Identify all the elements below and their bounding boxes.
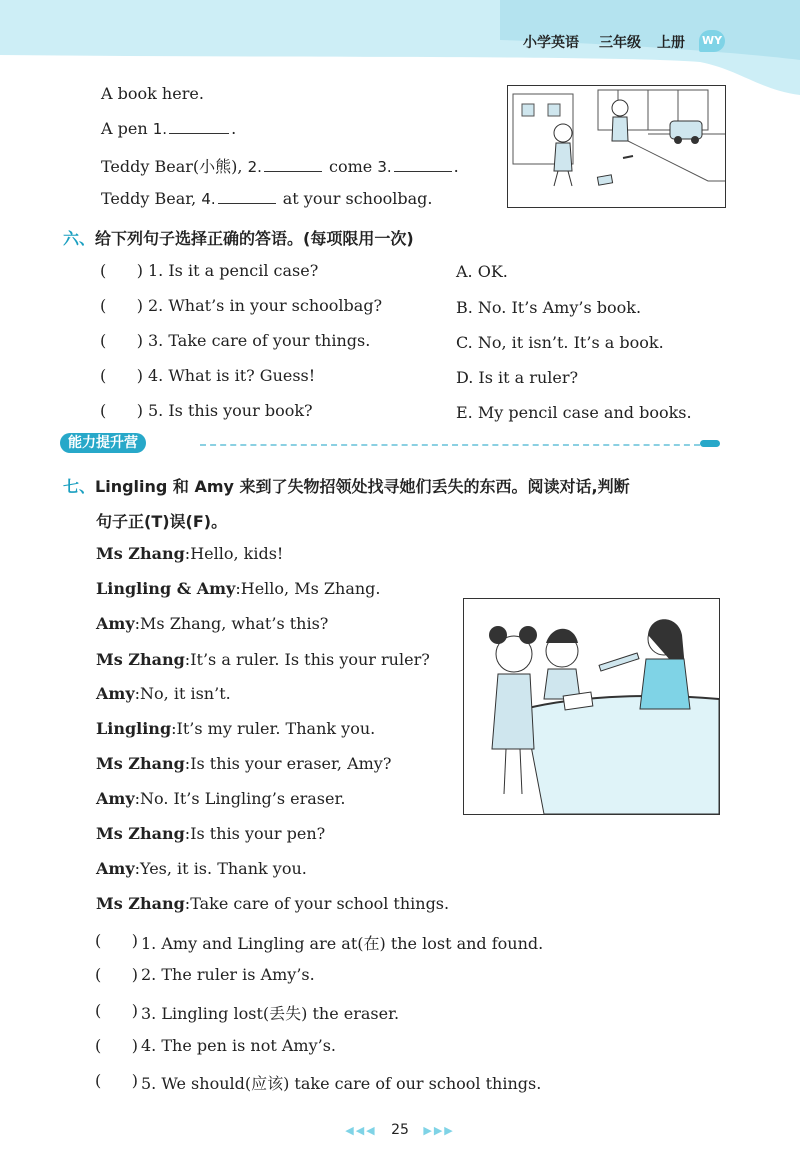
- statement-2: 2. The ruler is Amy’s.: [141, 965, 315, 984]
- utterance: Ms Zhang, what’s this?: [140, 614, 329, 633]
- speaker: Ms Zhang: [96, 544, 185, 563]
- speaker: Lingling & Amy: [96, 579, 236, 598]
- speaker: Amy: [96, 789, 135, 808]
- speaker: Ms Zhang: [96, 824, 185, 843]
- statement-4: 4. The pen is not Amy’s.: [141, 1036, 336, 1055]
- answer-paren-2[interactable]: ( ): [100, 296, 143, 315]
- question-1: 1. Is it a pencil case?: [148, 261, 319, 280]
- answer-paren-1[interactable]: ( ): [100, 261, 143, 280]
- option-b: B. No. It’s Amy’s book.: [456, 298, 642, 317]
- header-subject: 小学英语: [523, 35, 579, 51]
- right-arrows-icon: ▶▶▶: [423, 1124, 455, 1137]
- answer-paren-5[interactable]: ( ): [100, 401, 143, 420]
- banner-pill: [700, 440, 720, 447]
- utterance: No, it isn’t.: [140, 684, 231, 703]
- header-badge: WY: [699, 30, 725, 52]
- speaker: Ms Zhang: [96, 894, 185, 913]
- tf-paren-4[interactable]: ( ): [95, 1036, 138, 1055]
- option-e: E. My pencil case and books.: [456, 403, 692, 422]
- speaker: Amy: [96, 859, 135, 878]
- option-a: A. OK.: [456, 262, 508, 281]
- fill-line-4: [101, 189, 432, 208]
- ability-banner: 能力提升营: [60, 433, 146, 453]
- colon: :: [184, 754, 191, 773]
- header-volume: 上册: [657, 35, 685, 51]
- page-footer: [0, 1122, 800, 1138]
- question-2: 2. What’s in your schoolbag?: [148, 296, 383, 315]
- section-7-title: [63, 474, 630, 497]
- colon: :: [134, 789, 141, 808]
- section-6-title: [63, 226, 414, 249]
- blank-number: 1.: [152, 120, 168, 138]
- answer-blank[interactable]: [264, 157, 322, 172]
- tf-paren-2[interactable]: ( ): [95, 965, 138, 984]
- option-d: D. Is it a ruler?: [456, 368, 579, 387]
- dialogue-line: [96, 894, 449, 913]
- answer-blank[interactable]: [218, 189, 276, 204]
- section-6-number: 六、: [63, 229, 96, 248]
- speaker: Amy: [96, 684, 135, 703]
- utterance: Hello, Ms Zhang.: [240, 579, 381, 598]
- dialogue-line: [96, 824, 325, 843]
- dialogue-line: [96, 719, 375, 738]
- fill-line-1: A book here.: [101, 84, 204, 103]
- answer-blank[interactable]: [169, 119, 229, 134]
- speaker: Lingling: [96, 719, 172, 738]
- dialogue-line: [96, 789, 345, 808]
- section-7-instruction-1: Lingling 和 Amy 来到了失物招领处找寻她们丢失的东西。阅读对话,判断: [95, 477, 630, 496]
- dialogue-line: [96, 650, 430, 669]
- dialogue-line: [96, 754, 391, 773]
- blank-number: 4.: [201, 190, 216, 208]
- street-scene-illustration: [507, 85, 726, 208]
- answer-paren-4[interactable]: ( ): [100, 366, 143, 385]
- colon: :: [134, 684, 141, 703]
- utterance: It’s my ruler. Thank you.: [176, 719, 376, 738]
- speaker: Ms Zhang: [96, 650, 185, 669]
- question-5: 5. Is this your book?: [148, 401, 313, 420]
- question-3: 3. Take care of your things.: [148, 331, 371, 350]
- colon: :: [184, 824, 191, 843]
- colon: :: [184, 650, 191, 669]
- section-7-number: 七、: [63, 477, 96, 496]
- utterance: Hello, kids!: [190, 544, 284, 563]
- colon: :: [171, 719, 177, 738]
- blank-number: 2.: [247, 158, 262, 176]
- fill-line-4-text: Teddy Bear,: [101, 189, 202, 208]
- tf-paren-5[interactable]: ( ): [95, 1071, 138, 1090]
- colon: :: [235, 579, 241, 598]
- utterance: Is this your eraser, Amy?: [190, 754, 392, 773]
- question-4: 4. What is it? Guess!: [148, 366, 316, 385]
- utterance: Is this your pen?: [190, 824, 326, 843]
- fill-line-4-end: at your schoolbag.: [277, 189, 433, 208]
- statement-5: 5. We should(应该) take care of our school things.: [141, 1074, 542, 1093]
- utterance: Yes, it is. Thank you.: [140, 859, 307, 878]
- option-c: C. No, it isn’t. It’s a book.: [456, 333, 664, 352]
- colon: :: [134, 859, 141, 878]
- colon: :: [134, 614, 141, 633]
- fill-line-3: Teddy Bear(小熊), 2. come 3. .: [101, 157, 459, 176]
- statement-3: 3. Lingling lost(丢失) the eraser.: [141, 1004, 400, 1023]
- blank-number: 3.: [377, 158, 392, 176]
- tf-paren-1[interactable]: ( ): [95, 931, 138, 950]
- lost-and-found-illustration: [463, 598, 720, 815]
- tf-paren-3[interactable]: ( ): [95, 1001, 138, 1020]
- dialogue-line: [96, 579, 380, 598]
- utterance: No. It’s Lingling’s eraser.: [140, 789, 346, 808]
- speaker: Ms Zhang: [96, 754, 185, 773]
- colon: :: [184, 544, 191, 563]
- fill-line-3-mid: come: [323, 157, 378, 176]
- section-7-instruction-2: 句子正(T)误(F)。: [96, 512, 228, 531]
- dialogue-line: [96, 859, 307, 878]
- section-6-instruction: 给下列句子选择正确的答语。(每项限用一次): [95, 229, 414, 248]
- banner-divider: [200, 444, 700, 446]
- colon: :: [184, 894, 191, 913]
- dialogue-line: [96, 614, 328, 633]
- dialogue-line: [96, 544, 283, 563]
- page-number: 25: [391, 1122, 409, 1138]
- left-arrows-icon: ◀◀◀: [345, 1124, 377, 1137]
- dialogue-line: [96, 684, 231, 703]
- answer-blank[interactable]: [394, 157, 452, 172]
- fill-line-2-text: A pen: [101, 119, 153, 138]
- answer-paren-3[interactable]: ( ): [100, 331, 143, 350]
- fill-line-3-text: Teddy Bear(小熊),: [101, 157, 248, 176]
- statement-1: 1. Amy and Lingling are at(在) the lost and found.: [141, 934, 544, 953]
- utterance: Take care of your school things.: [190, 894, 450, 913]
- header-grade: 三年级: [599, 35, 641, 51]
- fill-line-2: A pen 1. .: [101, 119, 237, 138]
- speaker: Amy: [96, 614, 135, 633]
- utterance: It’s a ruler. Is this your ruler?: [190, 650, 430, 669]
